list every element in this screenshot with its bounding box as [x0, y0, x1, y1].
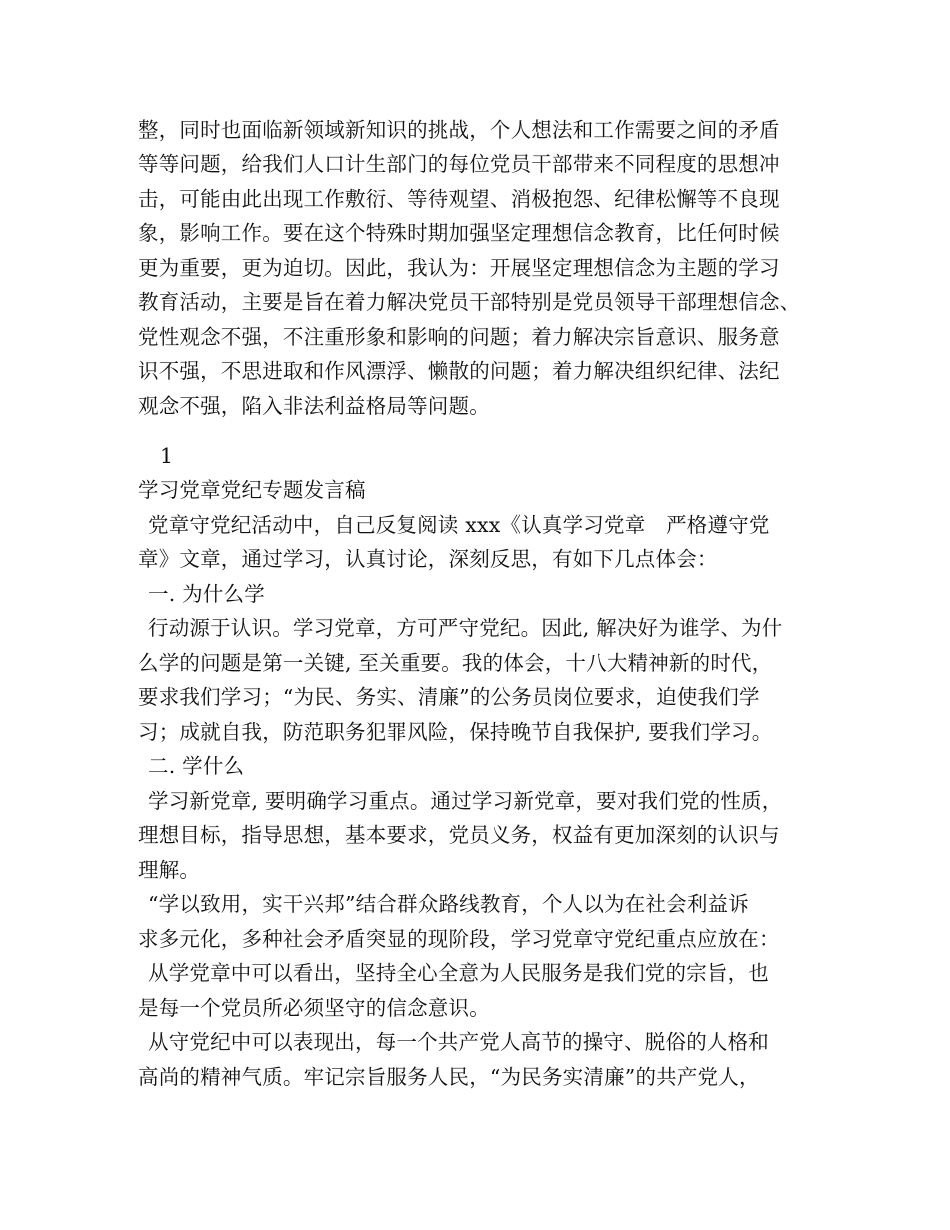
paragraph-line: 从守党纪中可以表现出，每一个共产党人高节的操守、脱俗的人格和	[148, 1030, 769, 1054]
text-line: 观念不强，陷入非法利益格局等问题。	[138, 394, 490, 418]
text-line: 象，影响工作。要在这个特殊时期加强坚定理想信念教育，比任何时候	[138, 221, 780, 245]
paragraph-line: 学习新党章, 要明确学习重点。通过学习新党章，要对我们党的性质，	[148, 789, 783, 813]
paragraph-line: 么学的问题是第一关键, 至关重要。我的体会，十八大精神新的时代，	[138, 651, 773, 675]
page-number: 1	[160, 444, 174, 468]
paragraph-line: 党章守党纪活动中，自己反复阅读 xxx《认真学习党章 严格遵守党	[148, 513, 770, 537]
text-line: 更为重要，更为迫切。因此，我认为：开展坚定理想信念为主题的学习	[138, 256, 780, 280]
section-heading: 二. 学什么	[148, 754, 245, 778]
text-line: 击，可能由此出现工作敷衍、等待观望、消极抱怨、纪律松懈等不良现	[138, 187, 780, 211]
paragraph-line: 是每一个党员所必须坚守的信念意识。	[138, 996, 490, 1020]
paragraph-line: 行动源于认识。学习党章，方可严守党纪。因此, 解决好为谁学、为什	[148, 616, 783, 640]
section-heading: 一. 为什么学	[148, 582, 265, 606]
paragraph-line: 章》文章，通过学习，认真讨论，深刻反思，有如下几点体会：	[138, 547, 718, 571]
text-line: 等等问题，给我们人口计生部门的每位党员干部带来不同程度的思想冲	[138, 152, 780, 176]
paragraph-line: 理想目标，指导思想，基本要求，党员义务，权益有更加深刻的认识与	[138, 823, 780, 847]
paragraph-line: 要求我们学习；“为民、务实、清廉”的公务员岗位要求，迫使我们学	[138, 685, 760, 709]
paragraph-line: 从学党章中可以看出，坚持全心全意为人民服务是我们党的宗旨，也	[148, 961, 769, 985]
text-line: 整，同时也面临新领域新知识的挑战，个人想法和工作需要之间的矛盾	[138, 118, 780, 142]
paragraph-line: 高尚的精神气质。牢记宗旨服务人民，“为民务实清廉”的共产党人，	[138, 1065, 760, 1089]
document-title: 学习党章党纪专题发言稿	[138, 478, 366, 502]
paragraph-line: 习；成就自我，防范职务犯罪风险，保持晚节自我保护, 要我们学习。	[138, 720, 773, 744]
paragraph-line: 求多元化，多种社会矛盾突显的现阶段，学习党章守党纪重点应放在：	[138, 927, 780, 951]
text-line: 党性观念不强，不注重形象和影响的问题；着力解决宗旨意识、服务意	[138, 325, 780, 349]
paragraph-line: 理解。	[138, 858, 201, 882]
text-line: 识不强，不思进取和作风漂浮、懒散的问题；着力解决组织纪律、法纪	[138, 359, 780, 383]
paragraph-line: “学以致用，实干兴邦”结合群众路线教育，个人以为在社会利益诉	[148, 892, 749, 916]
text-line: 教育活动，主要是旨在着力解决党员干部特别是党员领导干部理想信念、	[138, 290, 801, 314]
